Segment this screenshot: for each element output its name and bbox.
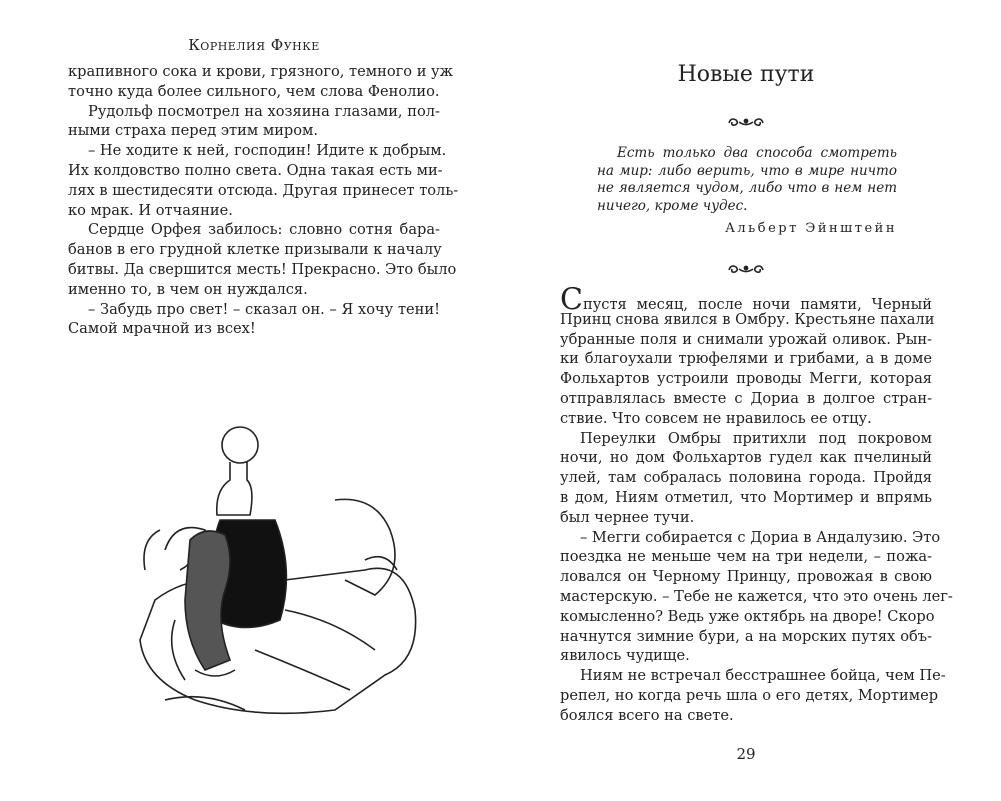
- epigraph-author: Альберт Эйнштейн: [725, 221, 897, 236]
- text-line: [560, 282, 932, 317]
- text-line: Рудольф посмотрел на хозяина глазами, пол-: [88, 102, 440, 120]
- text-line: репел, но когда речь шла о его детях, Мортимер: [560, 686, 939, 704]
- text-line: комысленно? Ведь уже октябрь на дворе! Скоро: [560, 607, 935, 625]
- text-line: убранные поля и снимали урожай оливок. Рын-: [560, 330, 932, 348]
- right-body-text: [560, 282, 953, 726]
- text-line: ки благоухали трюфелями и грибами, а в доме: [560, 350, 932, 368]
- ink-illustration: [135, 420, 425, 725]
- text-line: Их колдовство полно света. Одна такая есть ми-: [68, 161, 443, 179]
- text-line: явилось чудище.: [560, 647, 690, 665]
- text-line: поездка не меньше чем на три недели, – пожа-: [560, 548, 932, 566]
- text-line: боялся всего на свете.: [560, 706, 734, 724]
- text-line: Ниям не встречал бесстрашнее бойца, чем Пе-: [580, 667, 946, 685]
- text-line: крапивного сока и крови, грязного, темного и уж: [68, 63, 454, 80]
- left-page: [0, 0, 500, 801]
- text-line: – Мегги собирается с Дориа в Андалузию. Это: [580, 528, 941, 546]
- running-head: Корнелия Функе: [188, 36, 320, 54]
- text-line: битвы. Да свершится месть! Прекрасно. Это было: [68, 260, 457, 278]
- ornament-icon: [725, 114, 767, 130]
- text-line: ничего, кроме чудес.: [597, 197, 748, 214]
- text-line: Принц снова явился в Омбру. Крестьяне пахали: [560, 310, 935, 328]
- chapter-title: Новые пути: [677, 62, 815, 87]
- text-line: точно куда более сильного, чем слова Фенолио.: [68, 82, 440, 100]
- drop-cap: С: [560, 282, 583, 317]
- text-line: на мир: либо верить, что в мире ничто: [597, 162, 897, 179]
- text-line: Переулки Омбры притихли под покровом: [580, 429, 932, 447]
- right-page: [500, 0, 1000, 801]
- text-line: мастерскую. – Тебе не кажется, что это очень лег-: [560, 587, 953, 605]
- text-line: ко мрак. И отчаяние.: [68, 201, 233, 219]
- text-line: Сердце Орфея забилось: словно сотня бара-: [88, 221, 440, 239]
- body-lines: [560, 310, 953, 726]
- page-number: 29: [736, 745, 756, 763]
- text-line: отправлялась вместе с Дориа в долгое стран-: [560, 389, 932, 407]
- text-line: – Забудь про свет! – сказал он. – Я хочу тени!: [88, 300, 440, 318]
- text-line: ловался он Черному Принцу, провожая в свою: [560, 568, 932, 586]
- text-line: ными страха перед этим миром.: [68, 122, 319, 140]
- text-line: был чернее тучи.: [560, 508, 695, 526]
- ornament-icon: [725, 261, 767, 277]
- text-line: начнутся зимние бури, а на морских путях объ-: [560, 627, 932, 645]
- text-line: улей, там собралась половина города. Пройдя: [560, 469, 932, 487]
- first-line: пустя месяц, после ночи памяти, Черный: [582, 296, 932, 313]
- text-line: лях в шестидесяти отсюда. Другая принесет толь-: [68, 181, 459, 199]
- text-line: Самой мрачной из всех!: [68, 320, 256, 338]
- text-line: ночи, но дом Фольхартов гудел как пчелиный: [560, 449, 932, 467]
- text-line: Фольхартов устроили проводы Мегги, которая: [560, 370, 932, 388]
- left-body-text: [68, 62, 459, 339]
- text-line: банов в его грудной клетке призывали к началу: [68, 241, 442, 259]
- text-line: – Не ходите к ней, господин! Идите к добрым.: [88, 142, 447, 160]
- text-line: не является чудом, либо что в нем нет: [597, 180, 897, 196]
- text-line: в дом, Ниям отметил, что Мортимер и впрямь: [560, 488, 932, 506]
- text-line: Есть только два способа смотреть: [617, 145, 897, 161]
- epigraph: [597, 145, 897, 215]
- text-line: ствие. Что совсем не нравилось ее отцу.: [560, 409, 872, 427]
- text-line: именно то, в чем он нуждался.: [68, 280, 308, 298]
